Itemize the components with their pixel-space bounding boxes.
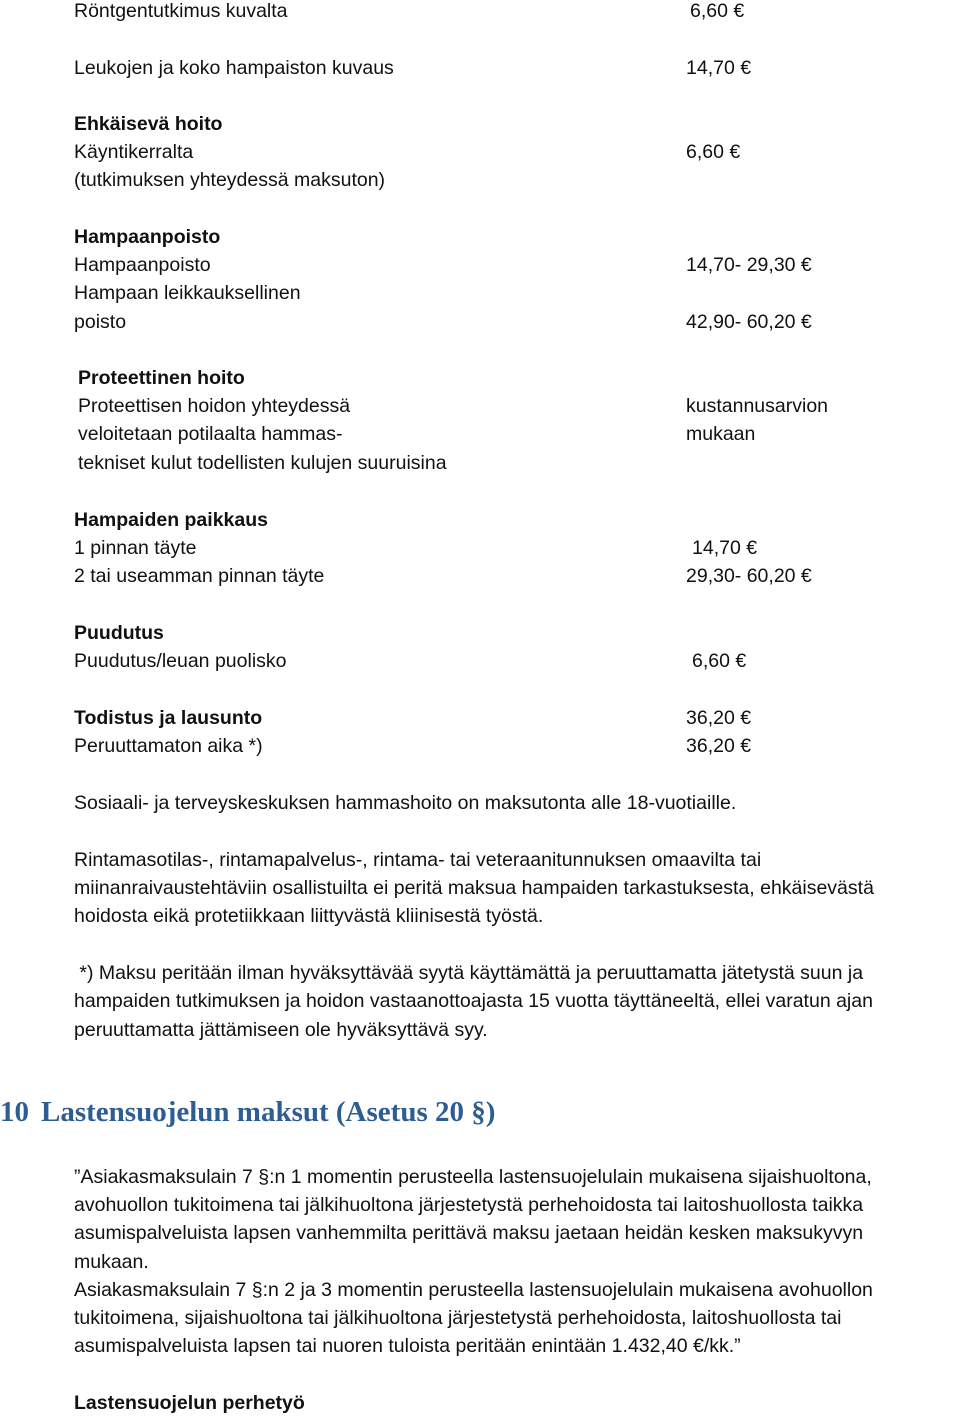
fee-value-rontgen: 6,60 €	[690, 0, 745, 22]
fee-label-leukojen: Leukojen ja koko hampaiston kuvaus	[74, 57, 394, 79]
fee-label-puudutus: Puudutus/leuan puolisko	[74, 650, 287, 672]
fee-value-leukojen: 14,70 €	[686, 57, 752, 79]
fee-label-2-pinnan: 2 tai useamman pinnan täyte	[74, 565, 325, 587]
section-10-number: 10	[0, 1096, 29, 1128]
fee-value-proteettinen-2: mukaan	[686, 423, 756, 445]
note-noshow-line-3: peruuttamatta jättämiseen ole hyväksyttävä syy.	[74, 1019, 488, 1041]
note-veterans-line-2: miinanraivaustehtäviin osallistuilta ei peritä maksua hampaiden tarkastuksesta, ehkäisevästä	[74, 877, 874, 899]
section-heading-paikkaus: Hampaiden paikkaus	[74, 509, 268, 531]
fee-text-proteettinen-1: Proteettisen hoidon yhteydessä	[78, 395, 351, 417]
section-10-para2-line-2: tukitoimena, sijaishuoltona tai jälkihuoltona järjestetystä perhehoidosta, laitoshuollosta tai	[74, 1307, 842, 1329]
note-free-under-18: Sosiaali- ja terveyskeskuksen hammashoito on maksutonta alle 18-vuotiaille.	[74, 792, 737, 814]
section-heading-ehkaiseva: Ehkäisevä hoito	[74, 113, 223, 135]
note-veterans-line-1: Rintamasotilas-, rintamapalvelus-, rintama- tai veteraanitunnuksen omaavilta tai	[74, 849, 762, 871]
note-veterans-line-3: hoidosta eikä protetiikkaan liittyvästä kliinisestä työstä.	[74, 905, 544, 927]
section-10-title: Lastensuojelun maksut (Asetus 20 §)	[41, 1096, 496, 1128]
section-heading-proteettinen: Proteettinen hoito	[78, 367, 245, 389]
fee-value-puudutus: 6,60 €	[692, 650, 747, 672]
note-noshow-line-2: hampaiden tutkimuksen ja hoidon vastaanottoajasta 15 vuotta täyttäneeltä, ellei varatun ajan	[74, 990, 873, 1012]
section-10-para2-line-1: Asiakasmaksulain 7 §:n 2 ja 3 momentin perusteella lastensuojelulain mukaisena avohuollon	[74, 1279, 873, 1301]
section-10-para1-line-1: ”Asiakasmaksulain 7 §:n 1 momentin perusteella lastensuojelulain mukaisena sijaishuoltona,	[74, 1166, 872, 1188]
fee-text-proteettinen-2: veloitetaan potilaalta hammas-	[78, 423, 343, 445]
fee-label-leikkauksellinen-2: poisto	[74, 311, 127, 333]
fee-label-ehkaiseva: Käyntikerralta	[74, 141, 194, 163]
fee-value-leikkauksellinen: 42,90- 60,20 €	[686, 311, 812, 333]
note-noshow-line-1: *) Maksu peritään ilman hyväksyttävää syytä käyttämättä ja peruuttamatta jätetystä suun ja	[74, 962, 864, 984]
fee-label-rontgen: Röntgentutkimus kuvalta	[74, 0, 288, 22]
fee-label-peruuttamaton: Peruuttamaton aika *)	[74, 735, 263, 757]
section-10-para1-line-4: mukaan.	[74, 1251, 149, 1273]
fee-label-hampaanpoisto: Hampaanpoisto	[74, 254, 211, 276]
fee-label-1-pinnan: 1 pinnan täyte	[74, 537, 197, 559]
section-10-para2-line-3: asumispalveluista lapsen tai nuoren tuloista peritään enintään 1.432,40 €/kk.”	[74, 1335, 741, 1357]
section-heading-hampaanpoisto: Hampaanpoisto	[74, 226, 221, 248]
section-10-subheading: Lastensuojelun perhetyö	[74, 1392, 305, 1414]
fee-value-ehkaiseva: 6,60 €	[686, 141, 741, 163]
fee-note-ehkaiseva: (tutkimuksen yhteydessä maksuton)	[74, 169, 386, 191]
fee-label-leikkauksellinen-1: Hampaan leikkauksellinen	[74, 282, 301, 304]
fee-value-hampaanpoisto: 14,70- 29,30 €	[686, 254, 812, 276]
fee-value-peruuttamaton: 36,20 €	[686, 735, 752, 757]
fee-text-proteettinen-3: tekniset kulut todellisten kulujen suuruisina	[78, 452, 447, 474]
fee-value-todistus: 36,20 €	[686, 707, 752, 729]
fee-value-2-pinnan: 29,30- 60,20 €	[686, 565, 812, 587]
section-10-heading	[0, 1092, 495, 1132]
section-10-para1-line-2: avohuollon tukitoimena tai jälkihuoltona järjestetystä perhehoidosta tai laitoshuollosta taikka	[74, 1194, 864, 1216]
section-heading-puudutus: Puudutus	[74, 622, 164, 644]
section-10-para1-line-3: asumispalveluista lapsen vanhemmilta perittävä maksu jaetaan heidän kesken maksukyvyn	[74, 1222, 864, 1244]
fee-value-1-pinnan: 14,70 €	[692, 537, 758, 559]
fee-value-proteettinen-1: kustannusarvion	[686, 395, 829, 417]
section-heading-todistus: Todistus ja lausunto	[74, 707, 263, 729]
